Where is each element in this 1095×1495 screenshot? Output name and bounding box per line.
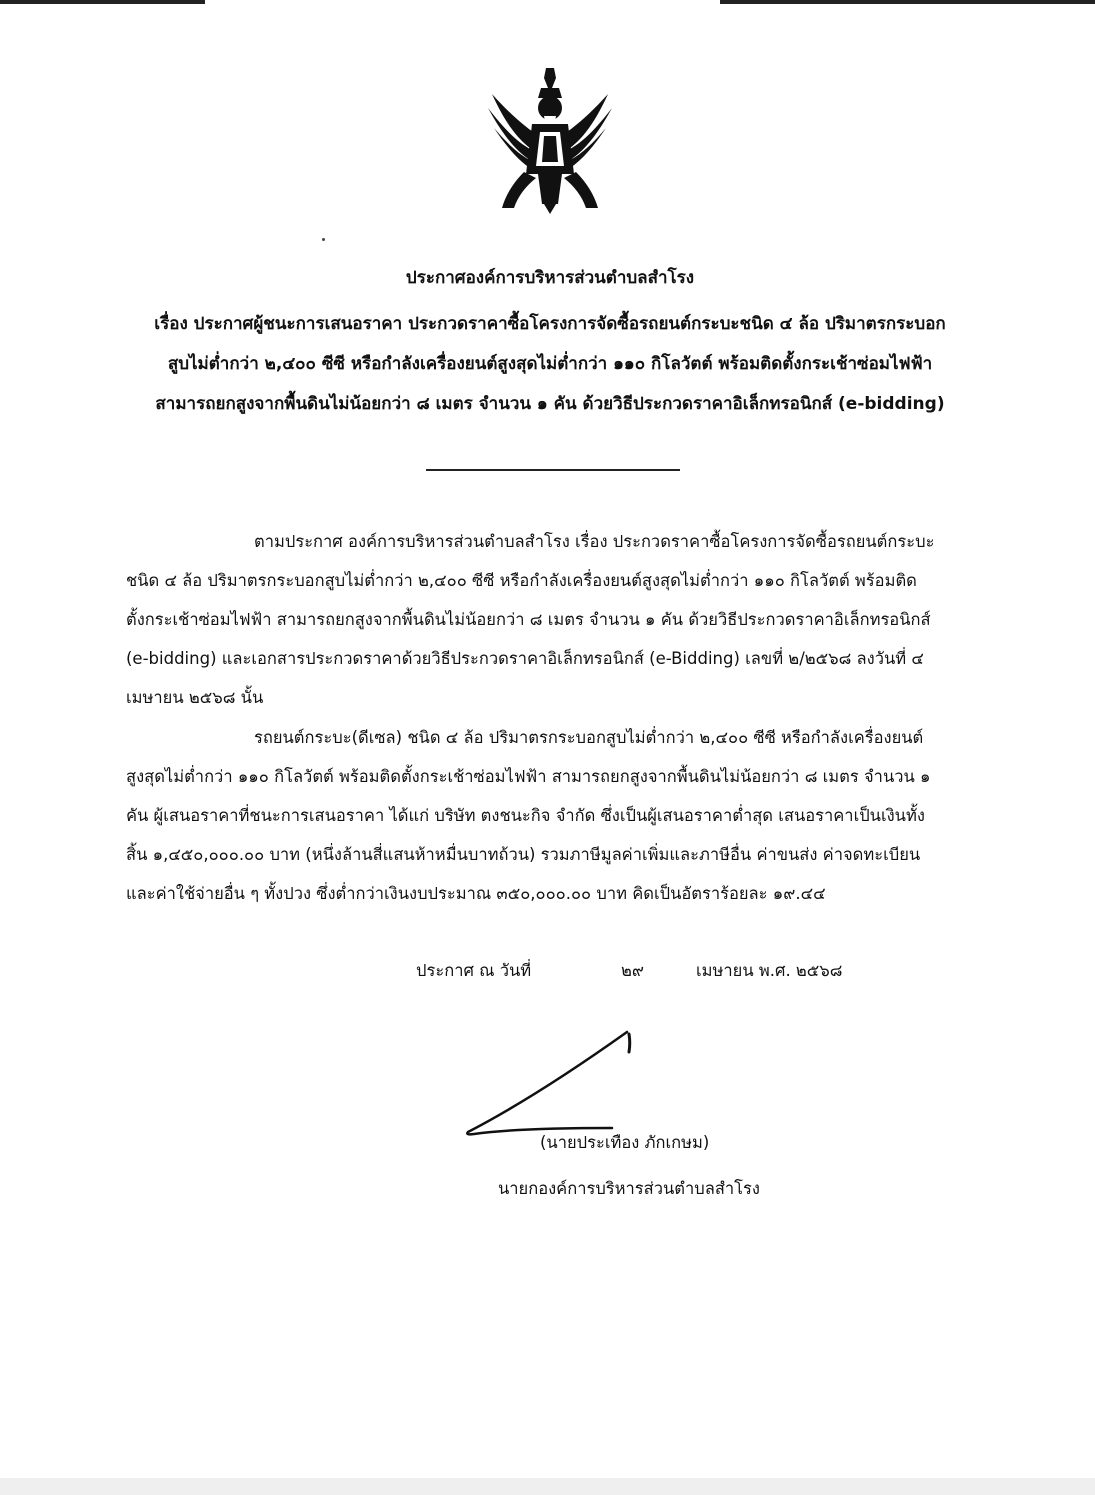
date-prefix: ประกาศ ณ วันที่ [416, 961, 532, 980]
paragraph-line: และค่าใช้จ่ายอื่น ๆ ทั้งปวง ซึ่งต่ำกว่าเงินงบประมาณ ๓๕๐,๐๐๐.๐๐ บาท คิดเป็นอัตราร้อยละ ๑๙.๔๔ [126, 884, 826, 903]
signer-name: (นายประเทือง ภักเกษม) [540, 1133, 710, 1152]
paragraph-line: เมษายน ๒๕๖๘ นั้น [126, 688, 264, 707]
paragraph-line: คัน ผู้เสนอราคาที่ชนะการเสนอราคา ได้แก่ บริษัท ตงชนะกิจ จำกัด ซึ่งเป็นผู้เสนอราคาต่ำสุด เสนอราคาเป็นเงินทั้ง [126, 806, 925, 825]
paragraph-line: ชนิด ๔ ล้อ ปริมาตรกระบอกสูบไม่ต่ำกว่า ๒,๔๐๐ ซีซี หรือกำลังเครื่องยนต์สูงสุดไม่ต่ำกว่า ๑๑๐ กิโลวัตต์ พร้อมติด [126, 571, 917, 590]
scan-speck [322, 238, 325, 241]
date-month-year: เมษายน พ.ศ. ๒๕๖๘ [696, 961, 843, 980]
paragraph-line: ตั้งกระเช้าซ่อมไฟฟ้า สามารถยกสูงจากพื้นดินไม่น้อยกว่า ๘ เมตร จำนวน ๑ คัน ด้วยวิธีประกวดราคาอิเล็กทรอนิกส์ [126, 610, 931, 629]
subject-line: สามารถยกสูงจากพื้นดินไม่น้อยกว่า ๘ เมตร จำนวน ๑ คัน ด้วยวิธีประกวดราคาอิเล็กทรอนิกส์ (e-bidding) [155, 394, 945, 414]
body-paragraph-1 [126, 522, 976, 717]
subject-line: สูบไม่ต่ำกว่า ๒,๔๐๐ ซีซี หรือกำลังเครื่องยนต์สูงสุดไม่ต่ำกว่า ๑๑๐ กิโลวัตต์ พร้อมติดตั้งกระเช้าซ่อมไฟฟ้า [167, 354, 933, 374]
announcement-heading: ประกาศองค์การบริหารส่วนตำบลสำโรง [405, 268, 695, 288]
divider-rule [426, 469, 680, 471]
viewer-bottom-strip [0, 1478, 1095, 1495]
signer-title: นายกองค์การบริหารส่วนตำบลสำโรง [498, 1179, 760, 1198]
paragraph-line: ตามประกาศ องค์การบริหารส่วนตำบลสำโรง เรื่อง ประกวดราคาซื้อโครงการจัดซื้อรถยนต์กระบะ [254, 532, 935, 551]
subject-line: เรื่อง ประกาศผู้ชนะการเสนอราคา ประกวดราคาซื้อโครงการจัดซื้อรถยนต์กระบะชนิด ๔ ล้อ ปริมาตรกระบอก [154, 314, 946, 334]
announcement-date [416, 958, 843, 984]
scan-edge-top-left [0, 0, 205, 4]
date-day: ๒๙ [621, 961, 644, 980]
paragraph-line: รถยนต์กระบะ(ดีเซล) ชนิด ๔ ล้อ ปริมาตรกระบอกสูบไม่ต่ำกว่า ๒,๔๐๐ ซีซี หรือกำลังเครื่องยนต์ [254, 728, 924, 747]
body-paragraph-2 [126, 718, 976, 913]
handwritten-signature [462, 1024, 642, 1144]
paragraph-line: (e-bidding) และเอกสารประกวดราคาด้วยวิธีประกวดราคาอิเล็กทรอนิกส์ (e-Bidding) เลขที่ ๒/๒๕๖๘ ลงวันที่ ๔ [126, 649, 924, 668]
scan-edge-top-right [720, 0, 1095, 4]
paragraph-line: สิ้น ๑,๔๕๐,๐๐๐.๐๐ บาท (หนึ่งล้านสี่แสนห้าหมื่นบาทถ้วน) รวมภาษีมูลค่าเพิ่มและภาษีอื่น ค่าขนส่ง ค่าจดทะเบียน [126, 845, 921, 864]
garuda-emblem-icon [484, 64, 616, 216]
paragraph-line: สูงสุดไม่ต่ำกว่า ๑๑๐ กิโลวัตต์ พร้อมติดตั้งกระเช้าซ่อมไฟฟ้า สามารถยกสูงจากพื้นดินไม่น้อยกว่า ๘ เมตร จำนวน ๑ [126, 767, 931, 786]
announcement-subject [120, 304, 980, 424]
